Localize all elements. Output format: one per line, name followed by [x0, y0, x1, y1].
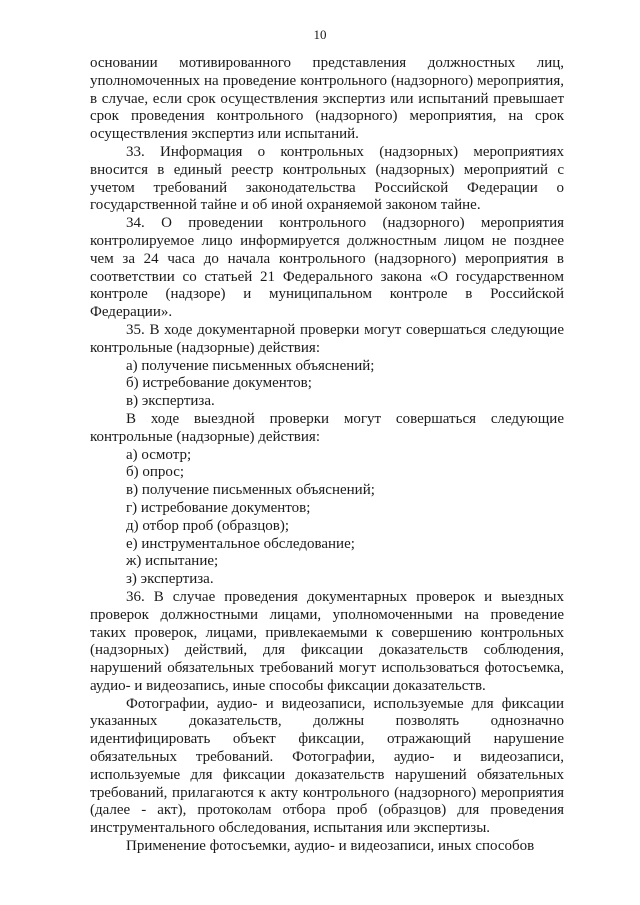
paragraph-35: 35. В ходе документарной проверки могут совершаться следующие контрольные (надзорные) действия:	[90, 321, 564, 356]
list-item: е) инструментальное обследование;	[126, 535, 355, 552]
page-number: 10	[313, 27, 327, 42]
paragraph-34: 34. О проведении контрольного (надзорного) мероприятия контролируемое лицо информируется должностным лицом не позднее чем за 24 часа до начала контрольного (надзорного) мероприятия в соответствии со статьей 21 Федерального закона «О государственном контроле (надзоре) и муниципальном контроле в Российской Федерации».	[90, 215, 564, 321]
list-item: з) экспертиза.	[126, 571, 214, 588]
paragraph-application: Применение фотосъемки, аудио- и видеозаписи, иных способов	[126, 838, 535, 855]
document-body	[90, 55, 564, 856]
list-item: б) опрос;	[126, 464, 185, 481]
list-item: г) истребование документов;	[126, 499, 311, 516]
list-item: д) отбор проб (образцов);	[126, 517, 290, 534]
paragraph-33: 33. Информация о контрольных (надзорных) мероприятиях вносится в единый реестр контрольных (надзорных) мероприятий с учетом требований законодательства Российской Федерации о государственной тайне и об иной охраняемой законом тайне.	[90, 143, 564, 214]
list-item: а) получение письменных объяснений;	[126, 357, 375, 374]
list-item: в) экспертиза.	[126, 393, 215, 410]
list-item: ж) испытание;	[126, 553, 219, 570]
paragraph-36: 36. В случае проведения документарных проверок и выездных проверок должностными лицами, уполномоченными на проведение таких проверок, лицами, привлекаемыми к совершению контрольных (надзорных) действий, для фиксации доказательств соблюдения, нарушений обязательных требований могут использоваться фотосъемка, аудио- и видеозапись, иные способы фиксации доказательств.	[90, 588, 564, 694]
list-item: в) получение письменных объяснений;	[126, 482, 375, 499]
list-item: а) осмотр;	[126, 446, 192, 463]
paragraph-photos: Фотографии, аудио- и видеозаписи, используемые для фиксации указанных доказательств, должны позволять однозначно идентифицировать объект фиксации, отражающий нарушение обязательных требований. Фотографии, аудио- и видеозаписи, используемые для фиксации доказательств нарушений обязательных требований, прилагаются к акту контрольного (надзорного) мероприятия (далее - акт), протоколам отбора проб (образцов) для проведения инструментального обследования, испытания или экспертизы.	[90, 695, 564, 837]
paragraph-continuation: основании мотивированного представления должностных лиц, уполномоченных на проведение контрольного (надзорного) мероприятия, в случае, если срок осуществления экспертиз или испытаний превышает срок проведения контрольного (надзорного) мероприятия, на срок осуществления экспертиз или испытаний.	[90, 55, 564, 143]
list-item: б) истребование документов;	[126, 375, 312, 392]
paragraph-field-inspection: В ходе выездной проверки могут совершаться следующие контрольные (надзорные) действия:	[90, 410, 564, 445]
